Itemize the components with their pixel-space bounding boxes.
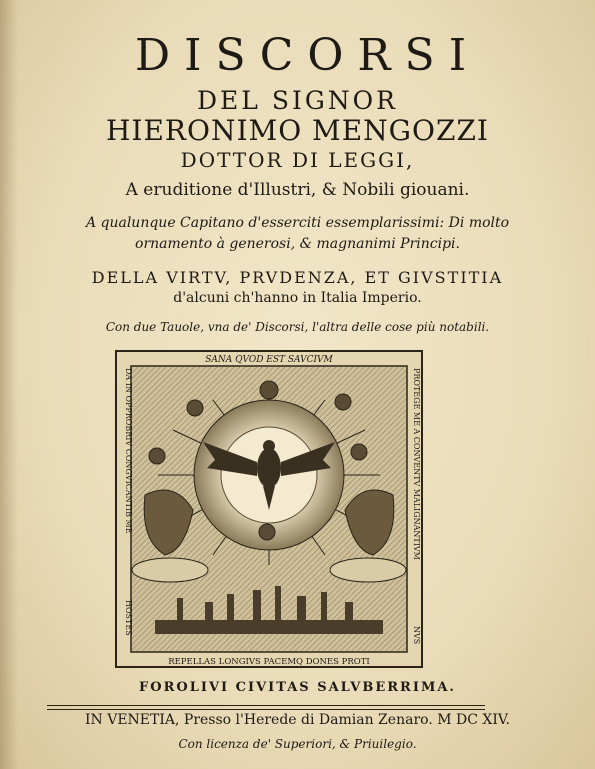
license-line: Con licenza de' Superiori, & Priuilegio. — [178, 737, 417, 751]
dedication-line: A eruditione d'Illustri, & Nobili giouani. — [125, 180, 470, 200]
title-line-del-signor: DEL SIGNOR — [196, 86, 398, 115]
main-title: DISCORSI — [134, 30, 481, 81]
emblem-left-lower: HOSTES — [124, 600, 133, 636]
divider-rule — [47, 705, 485, 706]
subtitle-line-5: Con due Tauole, vna de' Discorsi, l'altra delle cose più notabili. — [105, 320, 490, 334]
divider-rule-2 — [47, 709, 485, 710]
emblem-top-motto: SANA QVOD EST SAVCIVM — [205, 355, 333, 365]
subtitle-line-3: DELLA VIRTV, PRVDENZA, ET GIVSTITIA — [91, 268, 504, 287]
emblem-engraving — [115, 350, 423, 668]
emblem-right-lower: NVS — [412, 626, 421, 645]
engraved-emblem — [115, 350, 423, 668]
emblem-right-motto: PROTEGE ME A CONVENTV MALIGNANTIVM — [412, 368, 421, 560]
subtitle-line-2: ornamento à generosi, & magnanimi Principi. — [135, 236, 460, 252]
subtitle-line-1: A qualunque Capitano d'esserciti essemplarissimi: Di molto — [85, 215, 510, 231]
imprint-line: IN VENETIA, Presso l'Herede di Damian Zenaro. M DC XIV. — [84, 712, 510, 728]
author-name: HIERONIMO MENGOZZI — [106, 114, 489, 147]
emblem-caption: FOROLIVI CIVITAS SALVBERRIMA. — [139, 680, 456, 695]
emblem-left-motto: DA IN OPPROBRIV CONGVICANTIB ME — [124, 368, 133, 534]
subtitle-line-4: d'alcuni ch'hanno in Italia Imperio. — [173, 290, 422, 306]
author-degree: DOTTOR DI LEGGI, — [180, 148, 415, 172]
emblem-bottom-motto: REPELLAS LONGIVS PACEMQ DONES PROTI — [168, 657, 370, 667]
